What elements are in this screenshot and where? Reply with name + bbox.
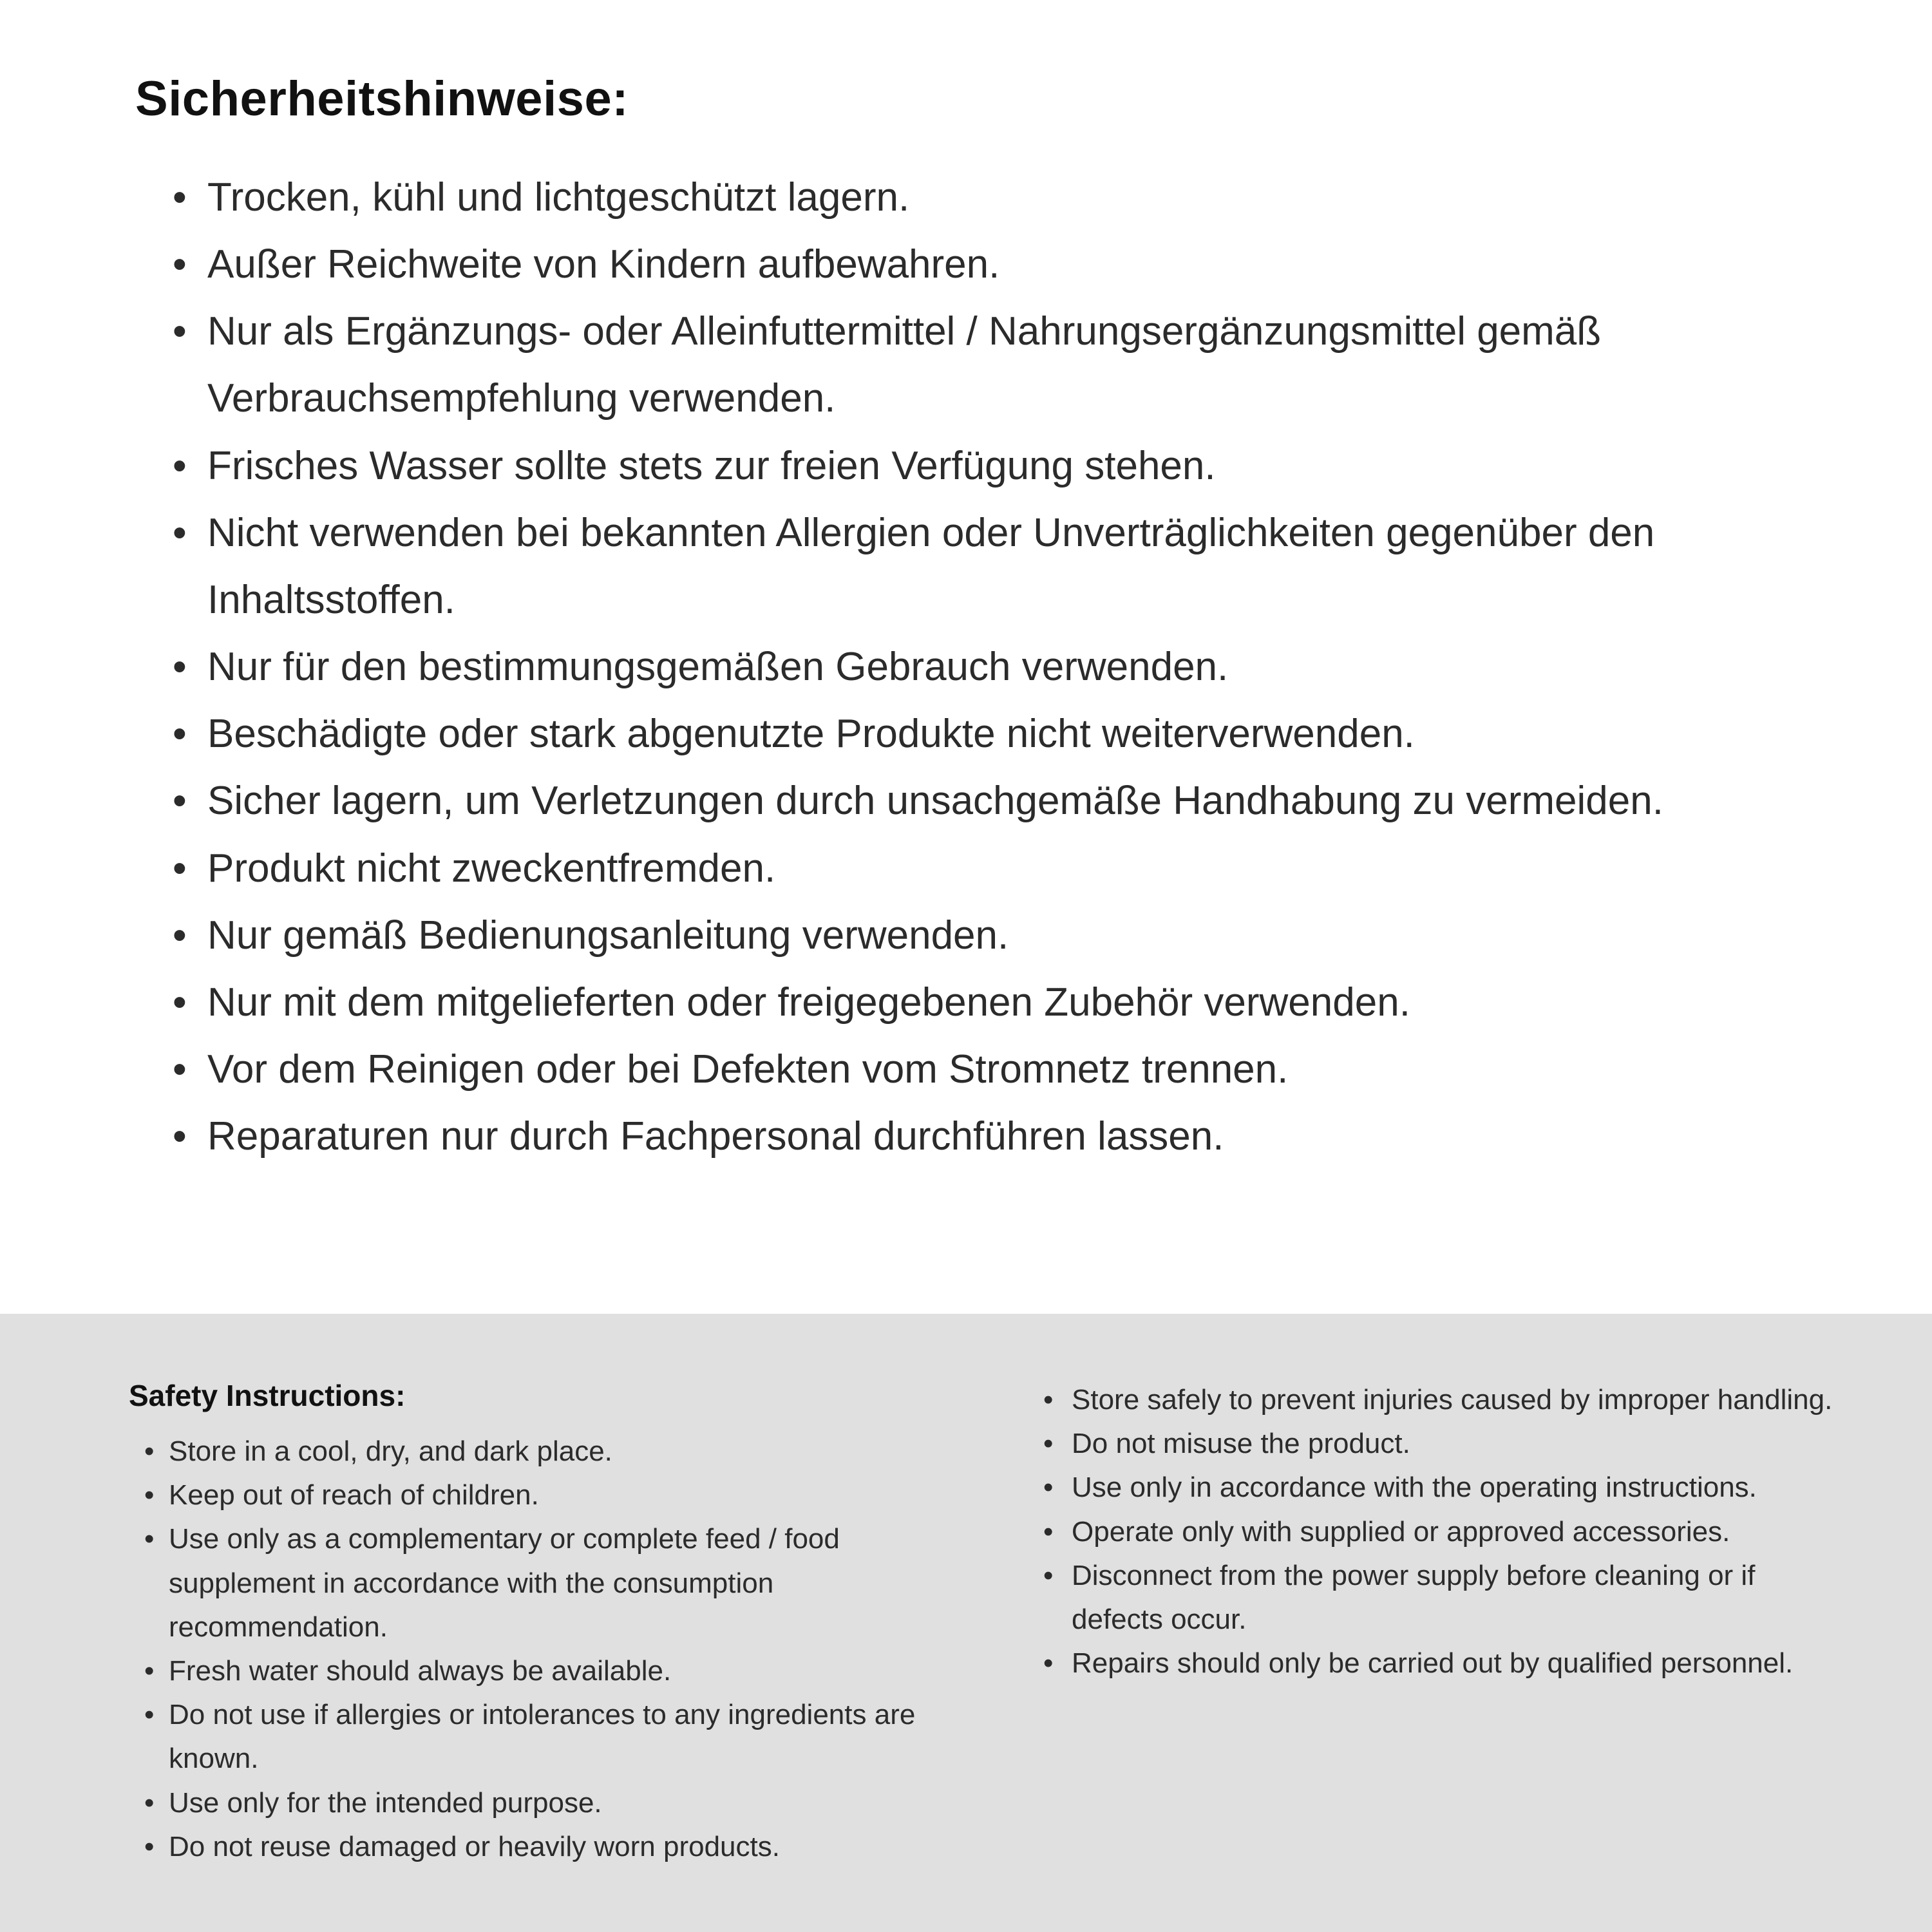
list-item-text: Use only as a complementary or complete feed / food supplement in accordance with the consumption recommendation.: [169, 1523, 840, 1643]
list-item-text: Store safely to prevent injuries caused by improper handling.: [1072, 1384, 1833, 1416]
list-item: [135, 969, 1835, 1036]
list-item-text: Nur mit dem mitgelieferten oder freigegebenen Zubehör verwenden.: [207, 980, 1410, 1025]
list-item: [1037, 1642, 1842, 1685]
list-item-text: Store in a cool, dry, and dark place.: [169, 1435, 612, 1467]
list-item-text: Repairs should only be carried out by qualified personnel.: [1072, 1647, 1794, 1680]
list-item-text: Außer Reichweite von Kindern aufbewahren.: [207, 242, 1000, 287]
list-item-text: Use only for the intended purpose.: [169, 1786, 602, 1819]
list-item-text: Do not reuse damaged or heavily worn products.: [169, 1830, 780, 1862]
list-item: [1037, 1422, 1842, 1466]
list-item-text: Reparaturen nur durch Fachpersonal durchführen lassen.: [207, 1114, 1224, 1159]
list-item: [129, 1781, 960, 1825]
list-item-text: Nicht verwenden bei bekannten Allergien oder Unverträglichkeiten gegenüber den Inhaltsstoffen.: [207, 510, 1655, 622]
list-item: [129, 1517, 960, 1649]
list-item-text: Nur gemäß Bedienungsanleitung verwenden.: [207, 913, 1009, 958]
list-item-text: Fresh water should always be available.: [169, 1654, 672, 1687]
list-item: [129, 1693, 960, 1781]
list-item: [135, 298, 1835, 432]
list-item-text: Do not use if allergies or intolerances to any ingredients are known.: [169, 1699, 916, 1775]
list-item: [129, 1430, 960, 1473]
list-item: [135, 231, 1835, 298]
list-item: [135, 164, 1835, 231]
english-right-column: [1037, 1378, 1842, 1932]
list-item: [1037, 1510, 1842, 1554]
list-item-text: Do not misuse the product.: [1072, 1428, 1410, 1460]
list-item: [129, 1649, 960, 1693]
list-item: [1037, 1554, 1842, 1642]
list-item-text: Sicher lagern, um Verletzungen durch unsachgemäße Handhabung zu vermeiden.: [207, 779, 1663, 824]
list-item-text: Beschädigte oder stark abgenutzte Produkte nicht weiterverwenden.: [207, 712, 1415, 757]
list-item: [135, 634, 1835, 701]
english-safety-list-right: [1037, 1378, 1842, 1685]
list-item: [135, 500, 1835, 634]
list-item-text: Nur für den bestimmungsgemäßen Gebrauch verwenden.: [207, 645, 1229, 690]
list-item-text: Disconnect from the power supply before cleaning or if defects occur.: [1072, 1559, 1756, 1635]
list-item-text: Keep out of reach of children.: [169, 1479, 539, 1511]
english-safety-list-left: [129, 1430, 960, 1869]
list-item: [1037, 1378, 1842, 1422]
list-item: [135, 835, 1835, 902]
english-left-column: [129, 1378, 960, 1932]
english-safety-section: [0, 1314, 1932, 1932]
list-item: [1037, 1466, 1842, 1510]
list-item: [129, 1825, 960, 1869]
german-safety-list: [135, 164, 1835, 1170]
list-item-text: Frisches Wasser sollte stets zur freien Verfügung stehen.: [207, 443, 1216, 488]
list-item: [135, 433, 1835, 500]
list-item-text: Nur als Ergänzungs- oder Alleinfuttermittel / Nahrungsergänzungsmittel gemäß Verbrauchsempfehlung verwenden.: [207, 309, 1602, 421]
list-item-text: Produkt nicht zweckentfremden.: [207, 846, 776, 891]
english-section-title: Safety Instructions:: [129, 1379, 406, 1412]
list-item-text: Operate only with supplied or approved accessories.: [1072, 1515, 1730, 1548]
list-item-text: Trocken, kühl und lichtgeschützt lagern.: [207, 175, 910, 220]
list-item: [135, 768, 1835, 835]
list-item: [135, 902, 1835, 969]
list-item: [135, 701, 1835, 768]
list-item: [135, 1036, 1835, 1103]
german-section-title: Sicherheitshinweise:: [135, 71, 629, 126]
list-item: [135, 1103, 1835, 1170]
list-item-text: Vor dem Reinigen oder bei Defekten vom Stromnetz trennen.: [207, 1047, 1289, 1092]
list-item-text: Use only in accordance with the operating instructions.: [1072, 1472, 1757, 1504]
list-item: [129, 1473, 960, 1517]
